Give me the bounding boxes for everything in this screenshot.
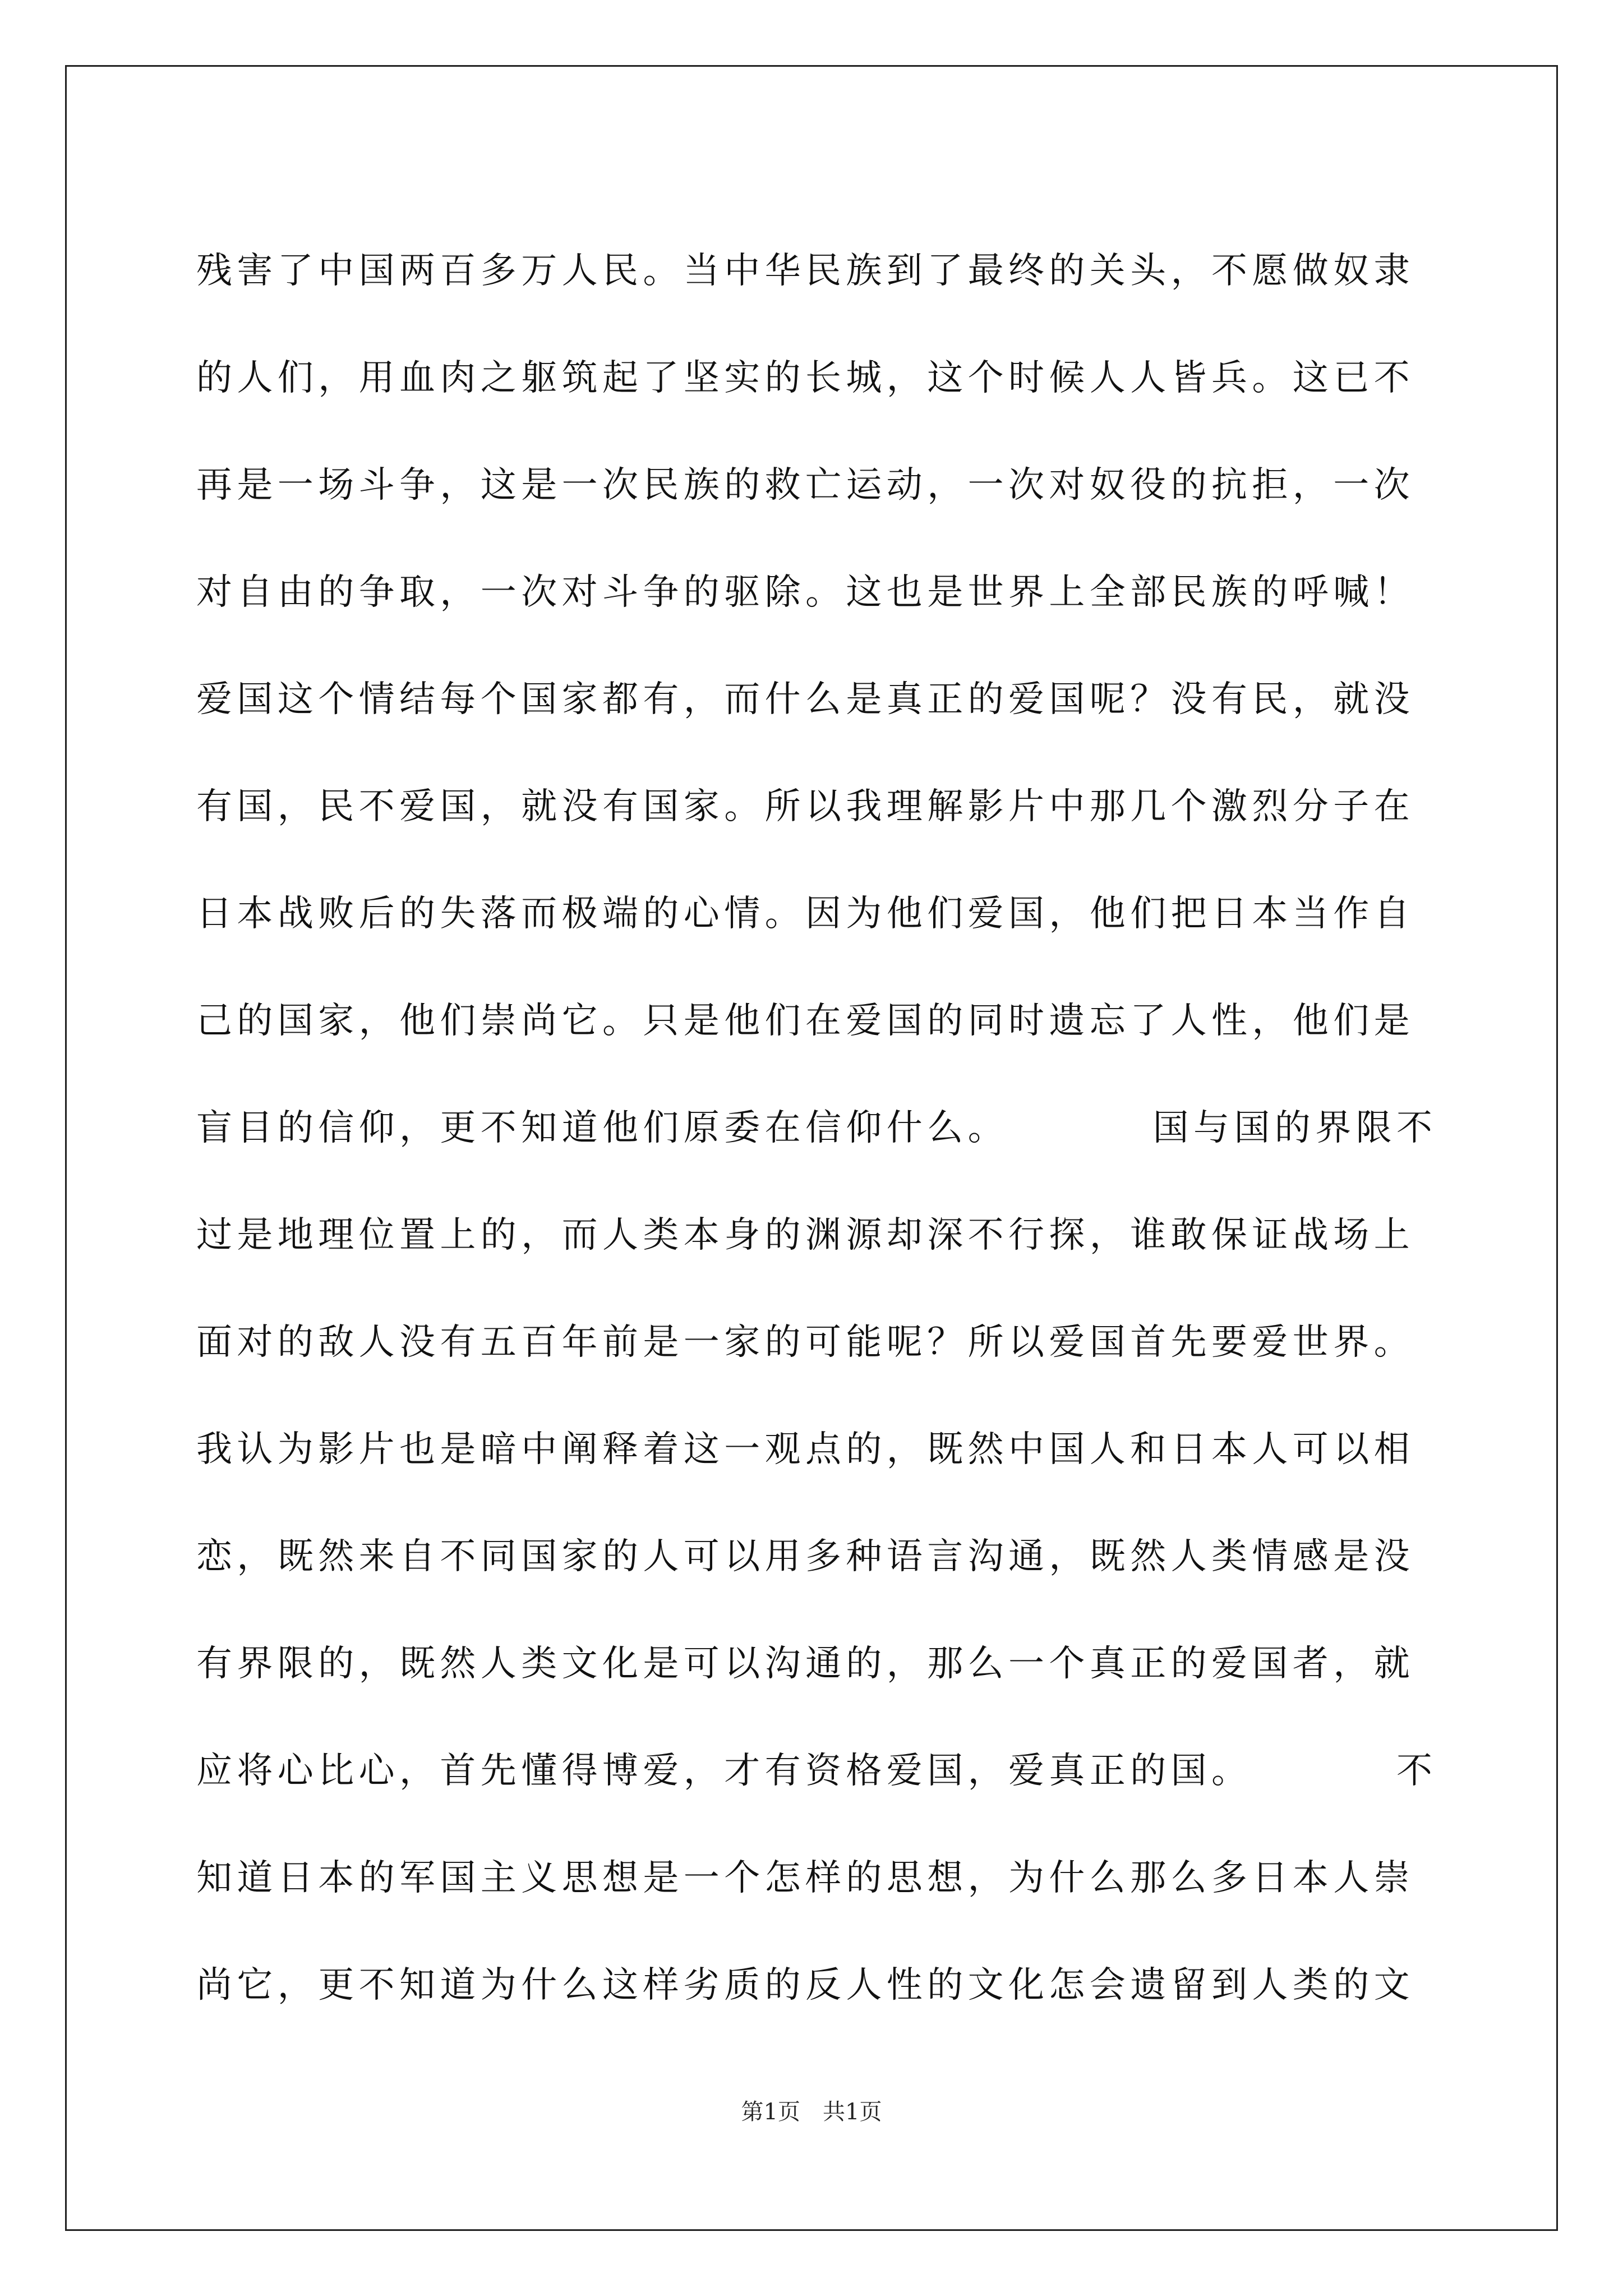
body-text — [196, 218, 1437, 2039]
text-line: 的人们，用血肉之躯筑起了坚实的长城，这个时候人人皆兵。这已不 — [196, 357, 1414, 399]
text-line: 爱国这个情结每个国家都有，而什么是真正的爱国呢？没有民，就没 — [196, 679, 1414, 720]
page-footer: 第1页 共1页 — [741, 2099, 882, 2125]
text-line: 对自由的争取，一次对斗争的驱除。这也是世界上全部民族的呼喊！ — [196, 572, 1414, 613]
text-line: 过是地理位置上的，而人类本身的渊源却深不行探，谁敢保证战场上 — [196, 1214, 1414, 1256]
text-line: 恋，既然来自不同国家的人可以用多种语言沟通，既然人类情感是没 — [196, 1536, 1414, 1577]
text-line: 有界限的，既然人类文化是可以沟通的，那么一个真正的爱国者，就 — [196, 1643, 1414, 1685]
text-line: 己的国家，他们崇尚它。只是他们在爱国的同时遗忘了人性，他们是 — [196, 1000, 1414, 1042]
text-line: 日本战败后的失落而极端的心情。因为他们爱国，他们把日本当作自 — [196, 893, 1414, 935]
text-line: 盲目的信仰，更不知道他们原委在信仰什么。 国与国的界限不 — [196, 1107, 1437, 1149]
text-line: 知道日本的军国主义思想是一个怎样的思想，为什么那么多日本人崇 — [196, 1857, 1414, 1899]
text-line: 我认为影片也是暗中阐释着这一观点的，既然中国人和日本人可以相 — [196, 1429, 1414, 1470]
text-line: 面对的敌人没有五百年前是一家的可能呢？所以爱国首先要爱世界。 — [196, 1322, 1414, 1363]
text-line: 有国，民不爱国，就没有国家。所以我理解影片中那几个激烈分子在 — [196, 786, 1414, 827]
text-line: 应将心比心，首先懂得博爱，才有资格爱国，爱真正的国。 不 — [196, 1750, 1437, 1792]
text-line: 再是一场斗争，这是一次民族的救亡运动，一次对奴役的抗拒，一次 — [196, 464, 1414, 506]
text-line: 残害了中国两百多万人民。当中华民族到了最终的关头，不愿做奴隶 — [196, 250, 1414, 292]
text-line: 尚它，更不知道为什么这样劣质的反人性的文化怎会遗留到人类的文 — [196, 1964, 1414, 2006]
